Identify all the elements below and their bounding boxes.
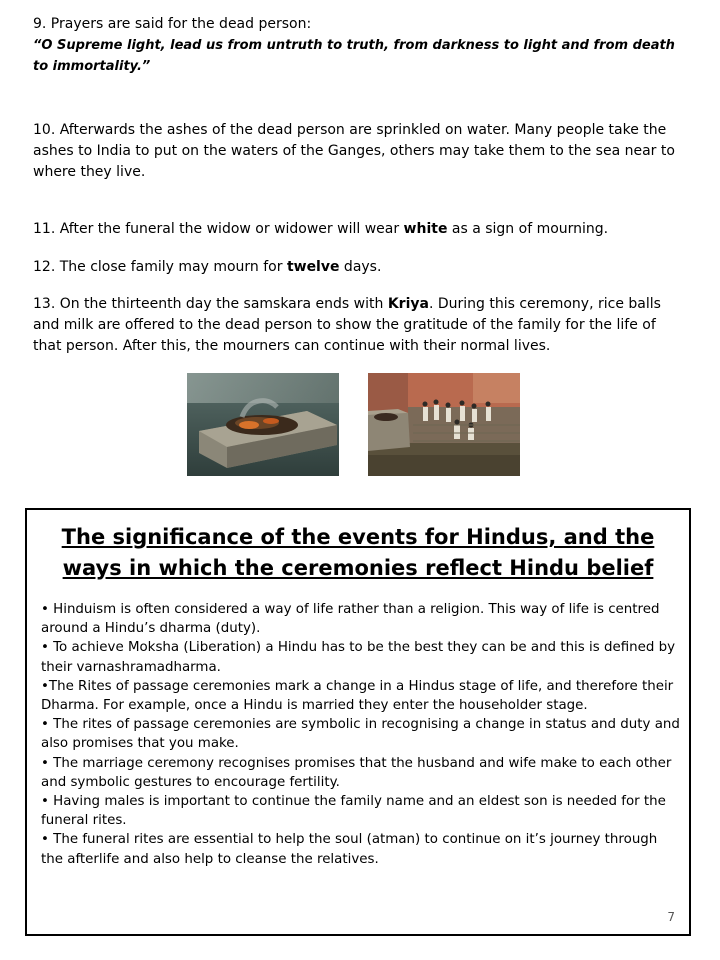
step-10: 10. Afterwards the ashes of the dead person are sprinkled on water. Many people take the ashes to India to put on the waters of the Ganges, others may take them to the sea near to where they live. <box>33 122 675 180</box>
prayer-quote: “O Supreme light, lead us from untruth to truth, from darkness to light and from death to immortality.” <box>33 38 675 74</box>
funeral-pyre-photo <box>187 373 339 476</box>
step-12-bold: twelve <box>286 259 340 275</box>
step-13 <box>33 294 688 357</box>
step-9 <box>33 14 688 77</box>
page-number: 7 <box>667 910 675 924</box>
step-12 <box>33 257 688 278</box>
bullet-item: •The Rites of passage ceremonies mark a change in a Hindus stage of life, and therefore their Dharma. For example, once a Hindu is married they enter the householder stage. <box>41 678 674 714</box>
step-11 <box>33 219 688 240</box>
step-13-text-b: . During this ceremony, rice balls and milk are offered to the dead person to show the gratitude of the family for the life of that person. After this, the mourners can continue with their normal lives. <box>33 296 661 354</box>
heading-line-2: ways in which the ceremonies reflect Hindu belief <box>62 556 654 580</box>
cremation-ghats-photo <box>368 373 520 476</box>
bullet-item: • Hinduism is often considered a way of life rather than a religion. This way of life is centred around a Hindu’s dharma (duty). <box>41 602 660 637</box>
significance-box <box>25 508 691 936</box>
bullet-item: • To achieve Moksha (Liberation) a Hindu has to be the best they can be and this is defined by their varnashramadharma. <box>41 640 676 675</box>
step-12-text-a: 12. The close family may mourn for <box>33 259 287 275</box>
step-13-bold: Kriya <box>387 296 429 312</box>
significance-bullet-list <box>41 600 681 869</box>
bullet-item: • The rites of passage ceremonies are symbolic in recognising a change in status and duty and also promises that you make. <box>41 717 680 752</box>
bullet-item: • The funeral rites are essential to help the soul (atman) to continue on it’s journey through the afterlife and also help to cleanse the relatives. <box>41 832 658 867</box>
bullet-item: • The marriage ceremony recognises promises that the husband and wife make to each other and symbolic gestures to encourage fertility. <box>41 755 672 790</box>
significance-heading <box>27 522 689 584</box>
step-12-text-b: days. <box>339 259 382 275</box>
bullet-item: • Having males is important to continue the family name and an eldest son is needed for the funeral rites. <box>41 794 666 829</box>
step-9-intro: 9. Prayers are said for the dead person: <box>33 16 312 32</box>
step-13-text-a: 13. On the thirteenth day the samskara ends with <box>33 296 388 312</box>
heading-line-1: The significance of the events for Hindus, and the <box>61 525 655 549</box>
step-11-text-a: 11. After the funeral the widow or widower will wear <box>33 221 404 237</box>
step-11-text-b: as a sign of mourning. <box>447 221 609 237</box>
step-11-bold: white <box>403 221 448 237</box>
